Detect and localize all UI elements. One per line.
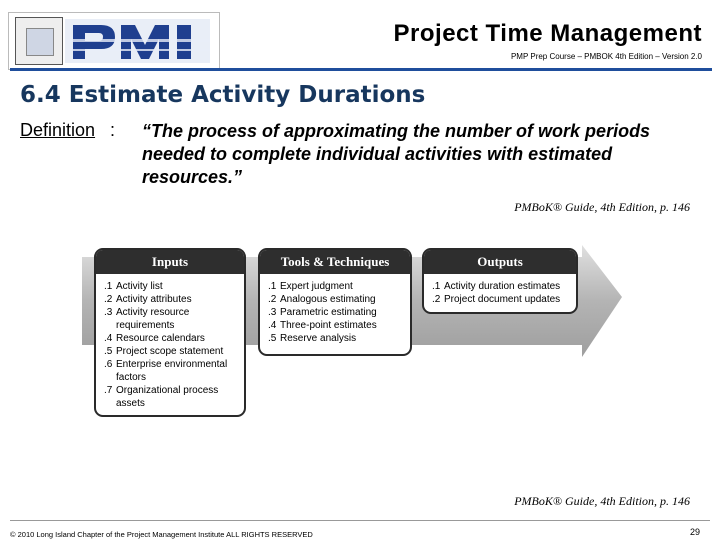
item-number: .6 <box>104 359 113 370</box>
pmi-logo <box>65 19 210 63</box>
list-item <box>268 319 406 332</box>
item-number: .2 <box>268 294 277 305</box>
item-text: Activity attributes <box>116 294 192 305</box>
chapter-seal-logo <box>15 17 63 65</box>
definition-colon: : <box>110 120 116 140</box>
page-title: Project Time Management <box>393 20 702 47</box>
item-number: .5 <box>104 346 113 357</box>
tools-header: Tools & Techniques <box>260 250 410 274</box>
inputs-header: Inputs <box>96 250 244 274</box>
item-number: .1 <box>268 281 277 292</box>
item-text: Activity duration estimates <box>444 281 561 292</box>
item-text: Expert judgment <box>280 281 353 292</box>
item-number: .5 <box>268 333 277 344</box>
item-number: .3 <box>268 307 277 318</box>
definition-label: Definition <box>20 120 96 140</box>
inputs-list <box>96 274 244 414</box>
item-text: Project document updates <box>444 294 561 305</box>
list-item <box>104 293 240 306</box>
tools-panel <box>258 248 412 356</box>
footer-divider <box>10 520 710 521</box>
list-item <box>104 280 240 293</box>
outputs-header: Outputs <box>424 250 576 274</box>
list-item <box>432 280 572 293</box>
logo-banner <box>8 12 220 70</box>
list-item <box>104 306 240 332</box>
section-heading: 6.4 Estimate Activity Durations <box>20 82 426 108</box>
citation-top: PMBoK® Guide, 4th Edition, p. 146 <box>514 200 690 214</box>
outputs-list <box>424 274 576 310</box>
item-number: .3 <box>104 307 113 318</box>
item-text: Parametric estimating <box>280 307 377 318</box>
item-text: Three-point estimates <box>280 320 377 331</box>
item-number: .4 <box>104 333 113 344</box>
list-item <box>268 306 406 319</box>
list-item <box>432 293 572 306</box>
seal-emblem-icon <box>26 28 54 56</box>
list-item <box>104 345 240 358</box>
list-item <box>268 332 406 345</box>
page-number: 29 <box>689 527 700 537</box>
list-item <box>268 280 406 293</box>
item-number: .4 <box>268 320 277 331</box>
list-item <box>104 332 240 345</box>
list-item <box>104 384 240 410</box>
item-number: .1 <box>432 281 441 292</box>
list-item <box>104 358 240 384</box>
tools-list <box>260 274 410 349</box>
course-subtitle: PMP Prep Course – PMBOK 4th Edition – Version 2.0 <box>510 52 702 61</box>
item-text: Organizational process assets <box>116 385 219 409</box>
outputs-panel <box>422 248 578 314</box>
citation-bottom: PMBoK® Guide, 4th Edition, p. 146 <box>514 494 690 508</box>
item-number: .7 <box>104 385 113 396</box>
item-text: Project scope statement <box>116 346 224 357</box>
item-text: Reserve analysis <box>280 333 357 344</box>
item-number: .1 <box>104 281 113 292</box>
item-text: Activity list <box>116 281 163 292</box>
inputs-panel <box>94 248 246 417</box>
footer-copyright: © 2010 Long Island Chapter of the Project Management Institute ALL RIGHTS RESERVED <box>10 530 313 539</box>
item-text: Analogous estimating <box>280 294 376 305</box>
item-number: .2 <box>104 294 113 305</box>
item-text: Activity resource requirements <box>116 307 190 331</box>
item-number: .2 <box>432 294 441 305</box>
item-text: Resource calendars <box>116 333 205 344</box>
header-divider <box>10 68 712 71</box>
item-text: Enterprise environmental factors <box>116 359 228 383</box>
list-item <box>268 293 406 306</box>
definition-text: “The process of approximating the number of work periods needed to complete individual activities with estimated resources.” <box>142 121 651 187</box>
